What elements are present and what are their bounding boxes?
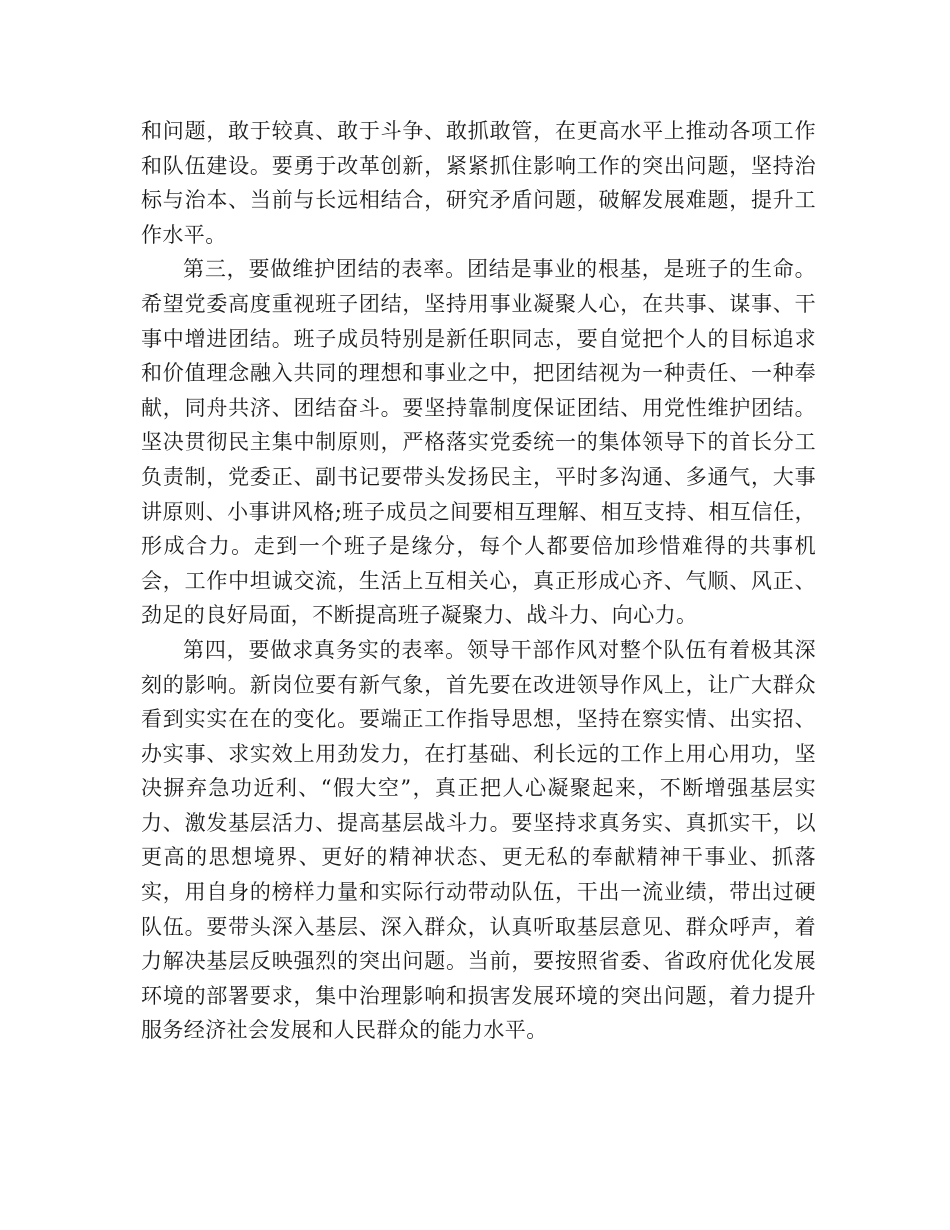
paragraph-fourth-point: 第四，要做求真务实的表率。领导干部作风对整个队伍有着极其深刻的影响。新岗位要有新气象，首先要在改进领导作风上，让广大群众看到实实在在的变化。要端正工作指导思想，坚持在察实情、出实招、办实事、求实效上用劲发力，在打基础、利长远的工作上用心用功，坚决摒弃急功近利、“假大空”，真正把人心凝聚起来，不断增强基层实力、激发基层活力、提高基层战斗力。要坚持求真务实、真抓实干，以更高的思想境界、更好的精神状态、更无私的奉献精神干事业、抓落实，用自身的榜样力量和实际行动带动队伍，干出一流业绩，带出过硬队伍。要带头深入基层、深入群众，认真听取基层意见、群众呼声，着力解决基层反映强烈的突出问题。当前，要按照省委、省政府优化发展环境的部署要求，集中治理影响和损害发展环境的突出问题，着力提升服务经济社会发展和人民群众的能力水平。: [141, 637, 816, 1043]
paragraph-continuation: 和问题，敢于较真、敢于斗争、敢抓敢管，在更高水平上推动各项工作和队伍建设。要勇于改革创新，紧紧抓住影响工作的突出问题，坚持治标与治本、当前与长远相结合，研究矛盾问题，破解发展难题，提升工作水平。: [141, 119, 816, 247]
document-body: [141, 114, 816, 1048]
paragraph-third-point: 第三，要做维护团结的表率。团结是事业的根基，是班子的生命。希望党委高度重视班子团结，坚持用事业凝聚人心，在共事、谋事、干事中增进团结。班子成员特别是新任职同志，要自觉把个人的目标追求和价值理念融入共同的理想和事业之中，把团结视为一种责任、一种奉献，同舟共济、团结奋斗。要坚持靠制度保证团结、用党性维护团结。坚决贯彻民主集中制原则，严格落实党委统一的集体领导下的首长分工负责制，党委正、副书记要带头发扬民主，平时多沟通、多通气，大事讲原则、小事讲风格;班子成员之间要相互理解、相互支持、相互信任，形成合力。走到一个班子是缘分，每个人都要倍加珍惜难得的共事机会，工作中坦诚交流，生活上互相关心，真正形成心齐、气顺、风正、劲足的良好局面，不断提高班子凝聚力、战斗力、向心力。: [141, 257, 816, 628]
